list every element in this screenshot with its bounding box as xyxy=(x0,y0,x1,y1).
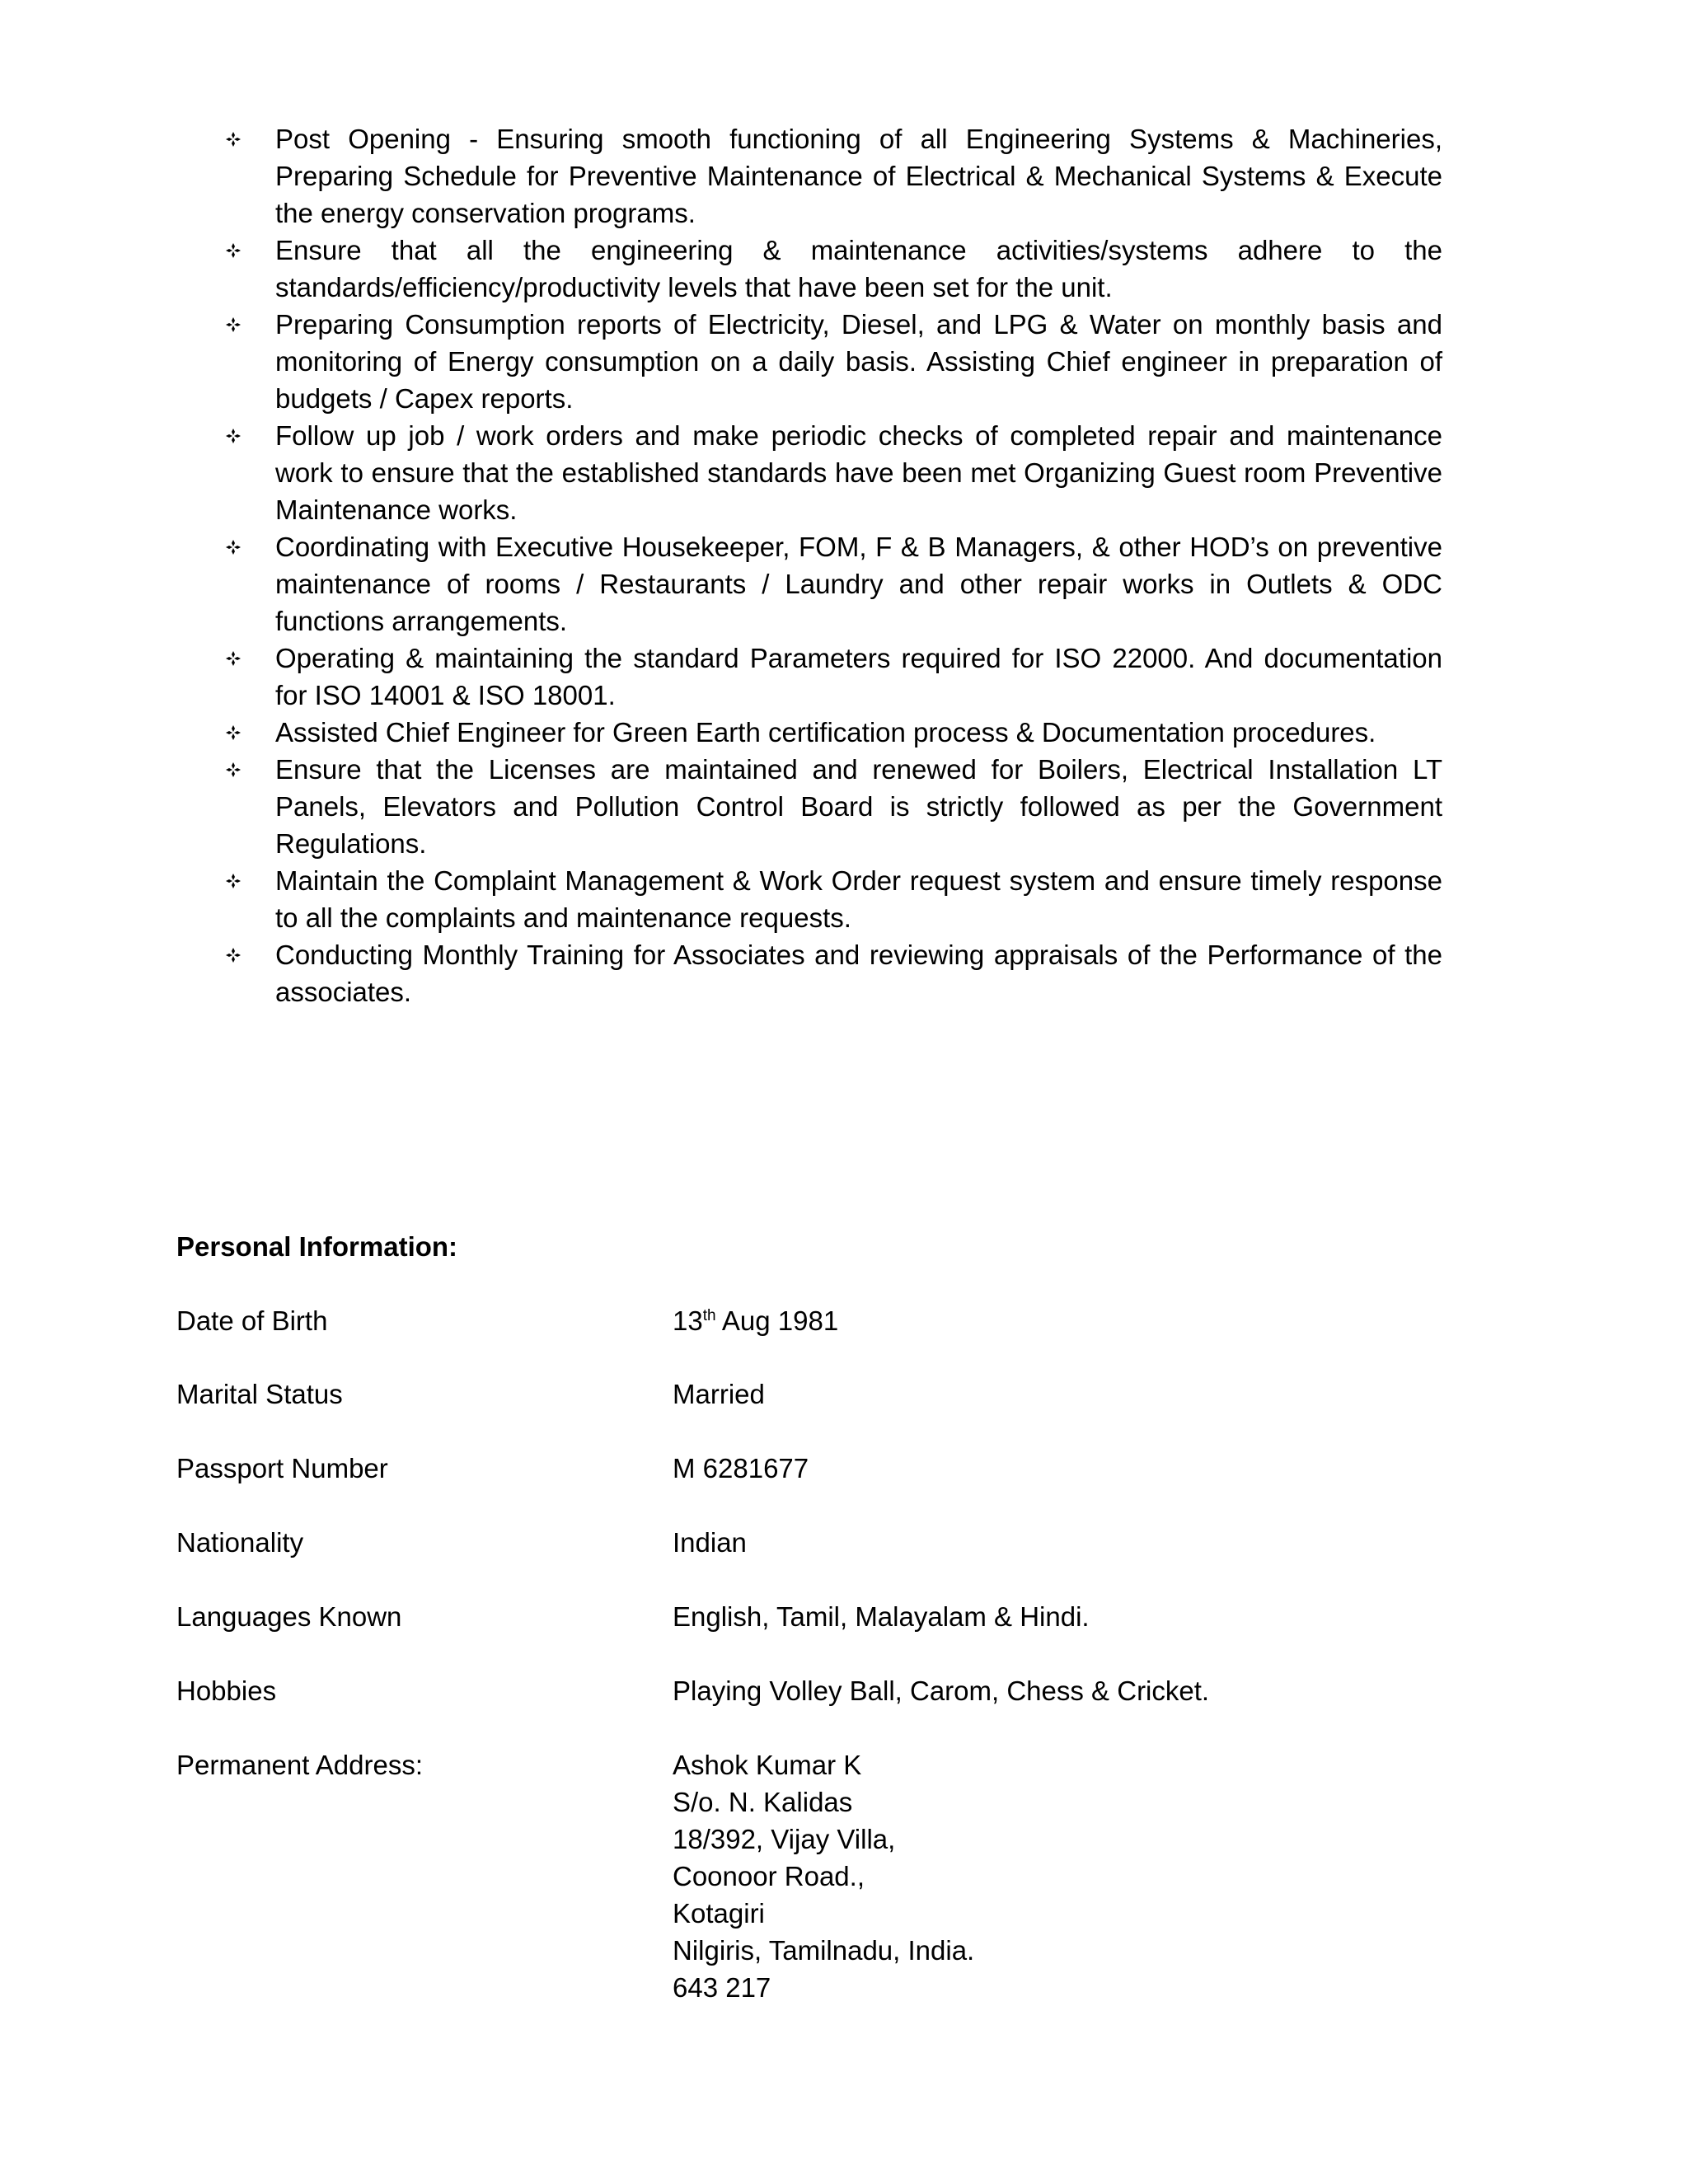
diamond-bullet-icon xyxy=(226,762,241,777)
marital-status-value: Married xyxy=(673,1379,765,1409)
list-item-text: Preparing Consumption reports of Electricity, Diesel, and LPG & Water on monthly basis and monitoring of Energy consumption on a daily basis. Assisting Chief engineer in preparation of budgets / Capex reports. xyxy=(275,309,1442,414)
list-item-text: Conducting Monthly Training for Associates and reviewing appraisals of the Performance of the associates. xyxy=(275,940,1442,1007)
diamond-bullet-icon xyxy=(226,429,241,443)
diamond-bullet-icon xyxy=(226,874,241,888)
list-item xyxy=(223,714,1442,751)
list-item-text: Follow up job / work orders and make periodic checks of completed repair and maintenance work to ensure that the established standards have been met Organizing Guest room Preventive Maintenance works. xyxy=(275,420,1442,525)
hobbies-value: Playing Volley Ball, Carom, Chess & Cricket. xyxy=(673,1675,1210,1706)
marital-status-label: Marital Status xyxy=(176,1379,343,1409)
responsibilities-list xyxy=(223,120,1442,1010)
permanent-address-value xyxy=(673,1746,974,2006)
address-line: 18/392, Vijay Villa, xyxy=(673,1824,896,1854)
list-item xyxy=(223,528,1442,640)
list-item xyxy=(223,862,1442,936)
personal-info-heading: Personal Information: xyxy=(176,1231,458,1262)
diamond-bullet-icon xyxy=(226,132,241,147)
nationality-label: Nationality xyxy=(176,1527,304,1558)
list-item-text: Assisted Chief Engineer for Green Earth certification process & Documentation procedures. xyxy=(275,717,1376,748)
diamond-bullet-icon xyxy=(226,725,241,740)
list-item-text: Coordinating with Executive Housekeeper, FOM, F & B Managers, & other HOD’s on preventive maintenance of rooms / Restaurants / Laundry and other repair works in Outlets & ODC functions arrangements. xyxy=(275,532,1442,636)
list-item xyxy=(223,640,1442,714)
address-line: Ashok Kumar K xyxy=(673,1750,862,1780)
nationality-value: Indian xyxy=(673,1527,747,1558)
list-item-text: Maintain the Complaint Management & Work Order request system and ensure timely response to all the complaints and maintenance requests. xyxy=(275,865,1442,933)
passport-number-label: Passport Number xyxy=(176,1453,388,1483)
diamond-bullet-icon xyxy=(226,651,241,666)
languages-value: English, Tamil, Malayalam & Hindi. xyxy=(673,1601,1090,1632)
date-of-birth-day: 13 xyxy=(673,1305,703,1336)
list-item xyxy=(223,120,1442,232)
passport-number-value: M 6281677 xyxy=(673,1453,809,1483)
diamond-bullet-icon xyxy=(226,243,241,258)
address-line: Kotagiri xyxy=(673,1898,765,1929)
list-item-text: Ensure that all the engineering & maintenance activities/systems adhere to the standards/efficiency/productivity levels that have been set for the unit. xyxy=(275,235,1442,302)
address-line: S/o. N. Kalidas xyxy=(673,1787,853,1817)
diamond-bullet-icon xyxy=(226,317,241,332)
date-of-birth-label: Date of Birth xyxy=(176,1305,328,1336)
list-item xyxy=(223,417,1442,528)
permanent-address-label: Permanent Address: xyxy=(176,1750,423,1780)
address-line: 643 217 xyxy=(673,1972,771,2003)
list-item-text: Ensure that the Licenses are maintained and renewed for Boilers, Electrical Installation LT Panels, Elevators and Pollution Control Board is strictly followed as per the Government Regulations. xyxy=(275,754,1442,859)
address-line: Nilgiris, Tamilnadu, India. xyxy=(673,1935,975,1966)
list-item xyxy=(223,751,1442,862)
list-item-text: Operating & maintaining the standard Parameters required for ISO 22000. And documentation for ISO 14001 & ISO 18001. xyxy=(275,643,1442,710)
date-of-birth-value xyxy=(673,1302,838,1339)
list-item xyxy=(223,936,1442,1010)
list-item xyxy=(223,232,1442,306)
languages-label: Languages Known xyxy=(176,1601,402,1632)
list-item xyxy=(223,306,1442,417)
hobbies-label: Hobbies xyxy=(176,1675,277,1706)
list-item-text: Post Opening - Ensuring smooth functioning of all Engineering Systems & Machineries, Preparing Schedule for Preventive Maintenance of Electrical & Mechanical Systems & Execute the energy conservation programs. xyxy=(275,124,1442,228)
date-of-birth-rest: Aug 1981 xyxy=(715,1305,839,1336)
address-line: Coonoor Road., xyxy=(673,1861,865,1891)
diamond-bullet-icon xyxy=(226,948,241,963)
diamond-bullet-icon xyxy=(226,540,241,555)
date-of-birth-suffix: th xyxy=(702,1307,716,1324)
